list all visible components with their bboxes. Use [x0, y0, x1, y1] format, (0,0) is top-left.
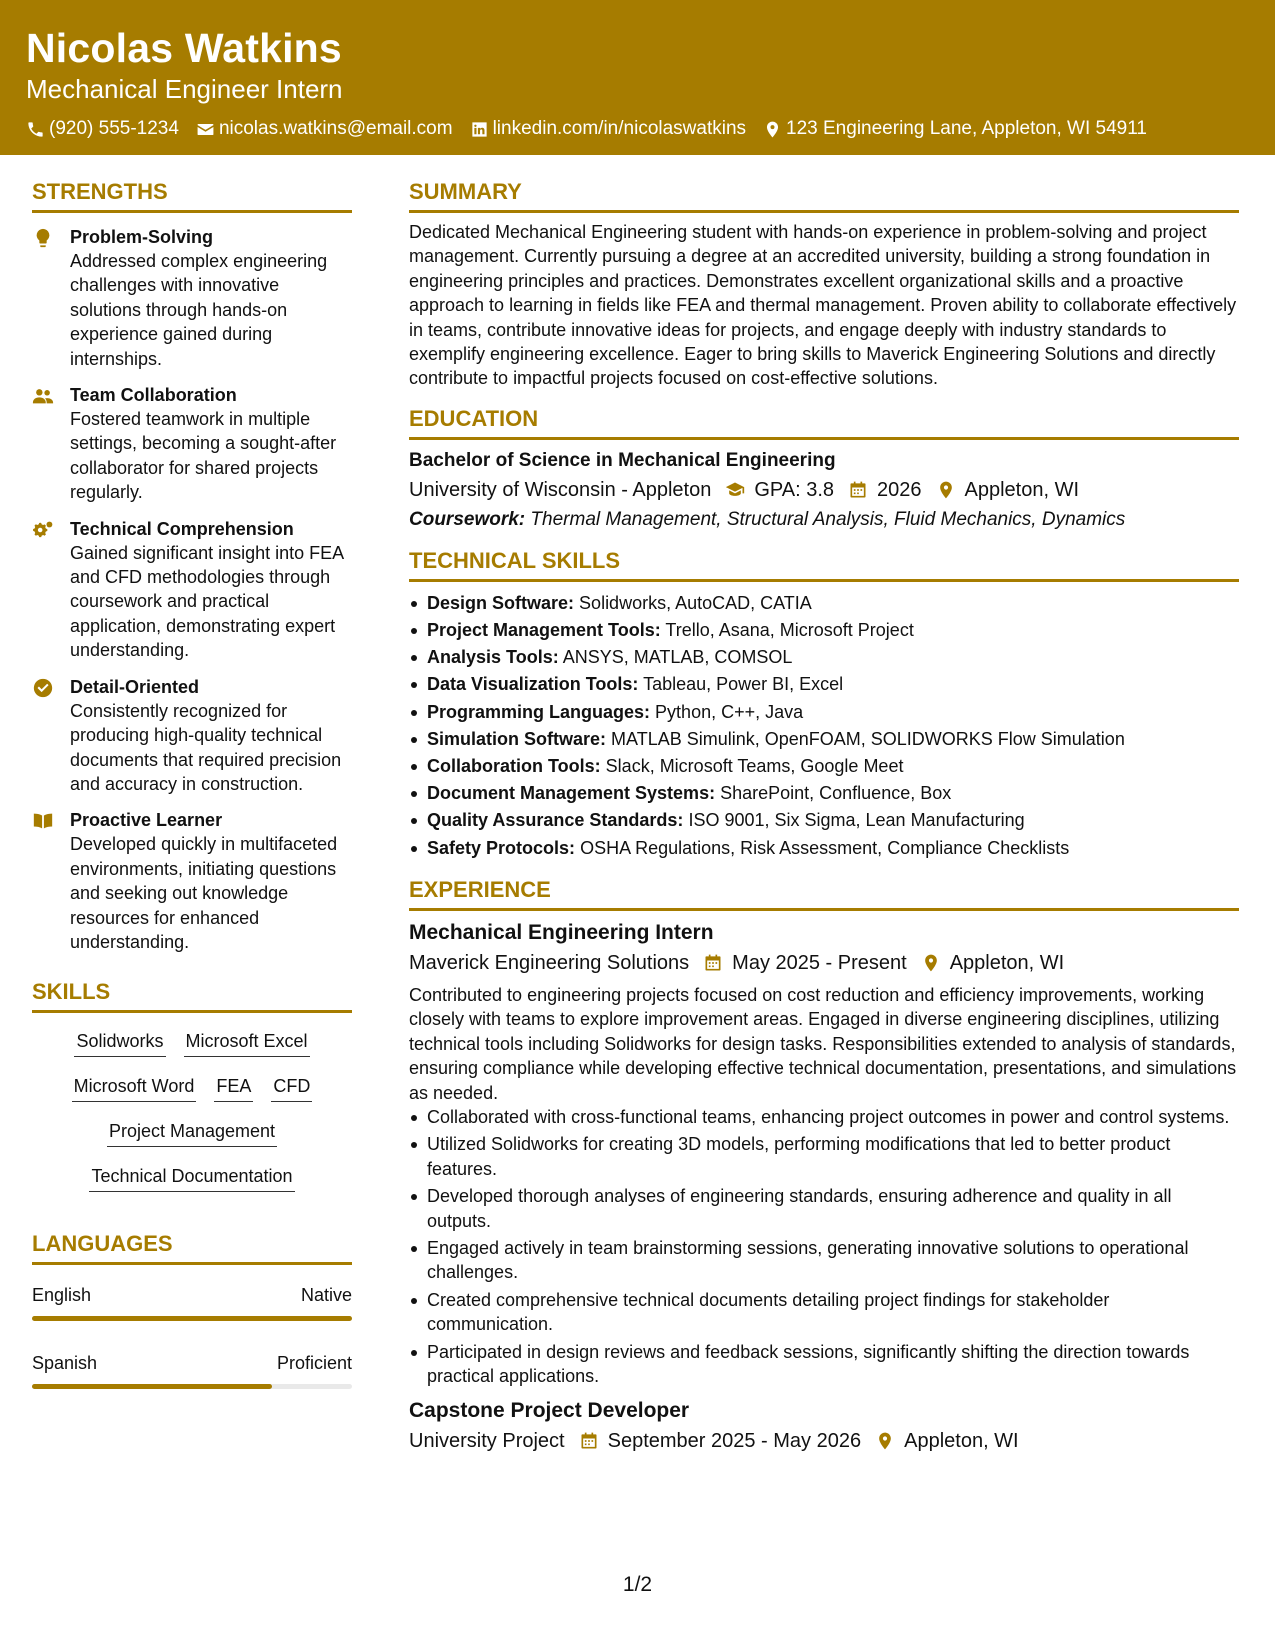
job-bullets [409, 1105, 1239, 1388]
skill-category: Programming Languages: [427, 701, 651, 722]
resume-header [0, 0, 1275, 155]
list-item: Utilized Solidworks for creating 3D models, performing modifications that led to better product features. [409, 1132, 1239, 1181]
skill-values: Trello, Asana, Microsoft Project [665, 620, 914, 641]
skill-category: Document Management Systems: [427, 783, 716, 804]
list-item [409, 644, 1239, 671]
list-item [409, 753, 1239, 780]
map-pin-icon [936, 480, 956, 500]
list-item [409, 726, 1239, 753]
technical-skills-heading: TECHNICAL SKILLS [409, 547, 1239, 582]
linkedin-icon [470, 120, 489, 139]
list-item [409, 835, 1239, 862]
technical-skills-list [409, 590, 1239, 862]
map-pin-icon [875, 1431, 895, 1451]
candidate-title: Mechanical Engineer Intern [26, 74, 343, 104]
list-item: Created comprehensive technical documents detailing project findings for stakeholder communication. [409, 1288, 1239, 1337]
coursework-text: Thermal Management, Structural Analysis, Fluid Mechanics, Dynamics [530, 508, 1126, 530]
skill-values: Slack, Microsoft Teams, Google Meet [605, 756, 904, 777]
education-meta [409, 476, 1239, 504]
list-item: Collaborated with cross-functional teams, enhancing project outcomes in power and control systems. [409, 1105, 1239, 1129]
language-item [32, 1283, 352, 1321]
language-proficiency-fill [32, 1384, 272, 1389]
skill-category: Analysis Tools: [427, 647, 559, 668]
job-dates: September 2025 - May 2026 [607, 1430, 862, 1453]
calendar-icon [848, 480, 868, 500]
skill-tag: Technical Documentation [89, 1164, 294, 1192]
coursework-line [409, 506, 1239, 533]
book-icon [32, 810, 54, 832]
skill-tag: Microsoft Word [72, 1074, 197, 1102]
language-name: Spanish [32, 1353, 98, 1374]
strength-title: Technical Comprehension [70, 518, 294, 539]
skills-list [32, 1029, 352, 1192]
skill-tag: CFD [271, 1074, 312, 1102]
graduation-cap-icon [725, 480, 745, 500]
language-proficiency-fill [32, 1316, 352, 1321]
strength-desc: Fostered teamwork in multiple settings, becoming a sought-after collaborator for shared projects regularly. [70, 409, 337, 503]
list-item [409, 699, 1239, 726]
strength-title: Team Collaboration [70, 385, 237, 406]
language-proficiency-bar [32, 1316, 352, 1321]
strength-item [32, 808, 352, 954]
linkedin-text: linkedin.com/in/nicolaswatkins [492, 118, 747, 139]
list-item: Participated in design reviews and feedback sessions, significantly shifting the direction towards practical applications. [409, 1340, 1239, 1389]
list-item: Engaged actively in team brainstorming sessions, generating innovative solutions to operational challenges. [409, 1236, 1239, 1285]
skill-tag: FEA [214, 1074, 253, 1102]
skill-values: Python, C++, Java [655, 701, 804, 722]
skill-values: ANSYS, MATLAB, COMSOL [562, 647, 793, 668]
strength-item [32, 225, 352, 371]
skill-tag: Solidworks [74, 1029, 165, 1057]
skill-category: Data Visualization Tools: [427, 674, 639, 695]
page-number: 1/2 [622, 1573, 653, 1596]
job-title: Capstone Project Developer [409, 1399, 690, 1423]
map-pin-icon [921, 953, 941, 973]
contact-phone[interactable] [26, 117, 179, 141]
calendar-icon [703, 953, 723, 973]
list-item [409, 590, 1239, 617]
language-level: Native [300, 1285, 352, 1306]
education-heading: EDUCATION [409, 405, 1239, 440]
candidate-name: Nicolas Watkins [26, 25, 342, 71]
job-dates: May 2025 - Present [732, 951, 907, 974]
summary-heading: SUMMARY [409, 178, 1239, 213]
contact-bar [26, 117, 1275, 141]
list-item: Developed thorough analyses of engineering standards, ensuring adherence and quality in all outputs. [409, 1184, 1239, 1233]
skill-category: Collaboration Tools: [427, 756, 601, 777]
calendar-icon [579, 1431, 599, 1451]
address-text: 123 Engineering Lane, Appleton, WI 54911 [786, 118, 1147, 139]
education-location: Appleton, WI [964, 478, 1080, 501]
list-item [409, 807, 1239, 834]
gpa-text: GPA: 3.8 [754, 478, 835, 501]
phone-icon [26, 120, 45, 139]
company-name: Maverick Engineering Solutions [409, 951, 690, 974]
skill-category: Project Management Tools: [427, 620, 661, 641]
list-item [409, 780, 1239, 807]
lightbulb-icon [32, 227, 54, 249]
strength-title: Detail-Oriented [70, 676, 200, 697]
list-item [409, 617, 1239, 644]
contact-address [763, 117, 1147, 141]
check-circle-icon [32, 677, 54, 699]
skill-values: OSHA Regulations, Risk Assessment, Compliance Checklists [580, 837, 1070, 858]
map-pin-icon [763, 120, 782, 139]
strength-desc: Developed quickly in multifaceted environments, initiating questions and seeking out knowledge resources for enhanced understanding. [70, 834, 338, 952]
gears-icon [32, 519, 54, 541]
phone-text: (920) 555-1234 [49, 118, 179, 139]
job-meta [409, 1427, 1239, 1455]
skill-category: Simulation Software: [427, 728, 607, 749]
strength-desc: Consistently recognized for producing high-quality technical documents that required precision and accuracy in construction. [70, 700, 342, 794]
summary-text: Dedicated Mechanical Engineering student with hands-on experience in problem-solving and project management. Currently pursuing a degree at an accredited university, building a strong foundation in engineering principles and practices. Demonstrates excellent organizational skills and a proactive approach to learning in fields like FEA and thermal management. Proven ability to collaborate effectively in teams, contribute innovative ideas for projects, and engage deeply with industry standards to exemplify engineering excellence. Eager to bring skills to Maverick Engineering Solutions and directly contribute to impactful projects focused on cost-effective solutions. [409, 222, 1237, 389]
strength-title: Proactive Learner [70, 810, 223, 831]
skill-values: SharePoint, Confluence, Box [720, 783, 952, 804]
left-column [32, 178, 352, 1389]
list-item [409, 671, 1239, 698]
email-text: nicolas.watkins@email.com [218, 118, 453, 139]
experience-heading: EXPERIENCE [409, 876, 1239, 911]
contact-linkedin[interactable] [470, 117, 746, 141]
language-level: Proficient [276, 1353, 352, 1374]
contact-email[interactable] [196, 117, 453, 141]
strength-item [32, 517, 352, 663]
skill-values: ISO 9001, Six Sigma, Lean Manufacturing [688, 810, 1025, 831]
language-name: English [32, 1285, 92, 1306]
languages-heading: LANGUAGES [32, 1230, 352, 1265]
company-name: University Project [409, 1430, 565, 1453]
users-icon [32, 385, 54, 407]
skill-category: Design Software: [427, 592, 575, 613]
job-location: Appleton, WI [904, 1430, 1019, 1453]
job-description: Contributed to engineering projects focused on cost reduction and efficiency improvements, working closely with teams to explore improvement areas. Engaged in diverse engineering disciplines, utilizing technical tools including Solidworks for design tasks. Responsibilities extended to analysis of standards, ensuring compliance while developing effective technical documentation, presentations, and simulations as needed. [409, 984, 1237, 1103]
coursework-label: Coursework: [409, 508, 526, 530]
degree-title: Bachelor of Science in Mechanical Engineering [409, 449, 836, 471]
envelope-icon [196, 120, 215, 139]
language-proficiency-bar [32, 1384, 352, 1389]
strength-item [32, 383, 352, 505]
skill-values: Solidworks, AutoCAD, CATIA [579, 592, 812, 613]
skill-tag: Microsoft Excel [184, 1029, 310, 1057]
skill-values: Tableau, Power BI, Excel [643, 674, 844, 695]
strength-item [32, 675, 352, 797]
job-location: Appleton, WI [949, 951, 1065, 974]
job-meta [409, 949, 1239, 977]
skill-tag: Project Management [107, 1119, 277, 1147]
skill-values: MATLAB Simulink, OpenFOAM, SOLIDWORKS Flow Simulation [611, 728, 1125, 749]
strength-desc: Gained significant insight into FEA and CFD methodologies through coursework and practical application, demonstrating expert understanding. [70, 542, 344, 661]
strength-title: Problem-Solving [70, 227, 214, 247]
skill-category: Safety Protocols: [427, 837, 576, 858]
school-name: University of Wisconsin - Appleton [409, 478, 712, 501]
skills-heading: SKILLS [32, 978, 352, 1013]
skill-category: Quality Assurance Standards: [427, 810, 684, 831]
language-item [32, 1351, 352, 1389]
strength-desc: Addressed complex engineering challenges with innovative solutions through hands-on experience gained during internships. [70, 251, 328, 369]
strengths-heading: STRENGTHS [32, 178, 352, 213]
graduation-year: 2026 [877, 478, 922, 501]
job-title: Mechanical Engineering Intern [409, 920, 714, 944]
right-column [409, 178, 1239, 1455]
